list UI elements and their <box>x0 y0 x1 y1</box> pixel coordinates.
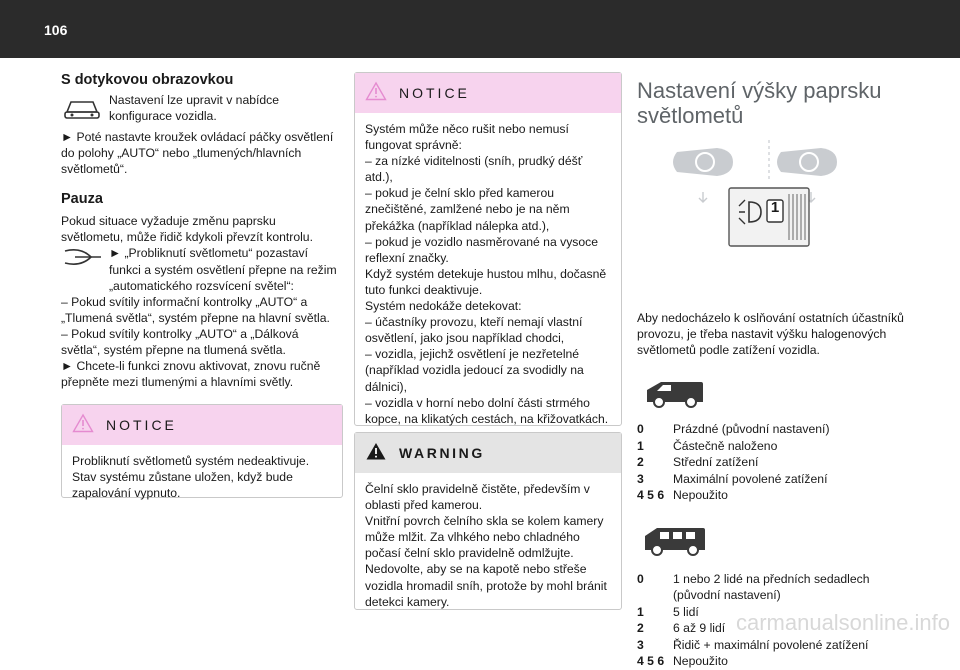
pause-line: – Pokud svítily kontrolky „AUTO“ a „Dálková světla“, systém přepne na tlumená světla. <box>61 326 299 358</box>
notice-title: NOTICE <box>106 417 177 433</box>
van-passengers-illustration <box>643 526 905 561</box>
warning-triangle-icon <box>365 441 387 466</box>
touchscreen-note <box>61 92 341 129</box>
pause-flash-note <box>61 245 341 293</box>
page-header-bar <box>0 0 960 58</box>
notice-header <box>355 73 621 113</box>
pause-line: ► Chcete-li funkci znovu aktivovat, znovu ručně přepněte mezi tlumenými a hlavními světly. <box>61 359 321 390</box>
car-settings-icon <box>61 92 103 129</box>
warning-line: Čelní sklo pravidelně čistěte, především v oblasti před kamerou. <box>365 482 590 513</box>
legend-row: 2 6 až 9 lidí <box>637 621 726 636</box>
touchscreen-para: ► Poté nastavte kroužek ovládací páčky osvětlení do polohy „AUTO“ nebo „tlumených/hlavních světlometů“. <box>61 130 334 177</box>
notice-box-left <box>61 404 343 501</box>
warning-box <box>354 432 622 610</box>
notice-line: – pokud je čelní sklo před kamerou znečištěné, zamlžené nebo je na něm překážka (například nálepka atd.), <box>365 186 570 233</box>
warning-header <box>355 433 621 473</box>
warning-line: Vnitřní povrch čelního skla se kolem kamery může mlžit. Za vlhkého nebo chladného počasí čelní sklo pravidelně odmlžujte. <box>365 514 604 561</box>
legend-row: 3 Maximální povolené zatížení <box>637 471 828 486</box>
page-number: 106 <box>44 22 68 38</box>
legend-row: 3 Řidič + maximální povolené zatížení <box>637 637 869 652</box>
notice-line: – vozidla, jejichž osvětlení je nezřetelné (například vozidla jedoucí za svodidly na dálnici), <box>365 347 584 394</box>
pause-intro: Pokud situace vyžaduje změnu paprsku světlometu, může řidič kdykoli převzít kontrolu. <box>61 214 313 245</box>
warning-triangle-icon <box>365 81 387 106</box>
warning-triangle-icon <box>72 413 94 438</box>
notice-box-middle <box>354 72 622 426</box>
van-empty-illustration <box>645 380 905 413</box>
beam-adjust-illustration <box>637 134 905 272</box>
van-icon <box>645 380 705 408</box>
legend-row: 0 Prázdné (původní nastavení) <box>637 422 830 437</box>
minibus-icon <box>643 526 707 556</box>
notice-title: NOTICE <box>399 85 470 101</box>
legend-row: 0 1 nebo 2 lidé na předních sedadlech (původní nastavení) <box>637 571 870 603</box>
notice-text: Probliknutí světlometů systém nedeaktivuje. Stav systému zůstane uložen, když bude zapalování vypnuto. <box>72 454 310 501</box>
section-title-beam-height: Nastavení výšky paprsku světlometů <box>637 78 882 128</box>
notice-line: – za nízké viditelnosti (sníh, prudký déšť atd.), <box>365 154 583 185</box>
legend-row: 1 Částečně naloženo <box>637 438 778 453</box>
legend-row: 4 5 6 Nepoužito <box>637 488 728 503</box>
headlamp-flash-icon <box>61 245 103 274</box>
notice-header <box>62 405 342 445</box>
column-right <box>637 78 905 670</box>
notice-line: Systém může něco rušit nebo nemusí fungovat správně: <box>365 122 569 153</box>
legend-row: 1 5 lidí <box>637 604 699 619</box>
load-legend-1 <box>637 421 905 504</box>
warning-title: WARNING <box>399 445 485 461</box>
pause-flash-text: ► „Probliknutí světlometu“ pozastaví funkci a systém osvětlení přepne na režim „automatického rozsvícení světel“: <box>109 246 337 293</box>
dial-position-label: 1 <box>770 199 780 216</box>
beam-height-intro: Aby nedocházelo k oslňování ostatních účastníků provozu, je třeba nastavit výšku halogenových světlometů podle zatížení vozidla. <box>637 311 904 358</box>
legend-row: 2 Střední zatížení <box>637 455 759 470</box>
section-heading-pause: Pauza <box>61 191 103 208</box>
notice-line: – pokud je vozidlo nasměrované na vysoce reflexní značky. <box>365 234 599 265</box>
pause-line: – Pokud svítily informační kontrolky „AUTO“ a „Tlumená světla“, systém přepne na hlavní světla. <box>61 294 330 325</box>
notice-line: – vozidla v horní nebo dolní části strmého kopce, na klikatých cestách, na křižovatkách. <box>365 395 609 426</box>
warning-line: Nedovolte, aby se na kapotě nebo střeše vozidla hromadil sníh, protože by mohl bránit detekci kamery. <box>365 562 607 609</box>
notice-line: Když systém detekuje hustou mlhu, dočasně tuto funkci deaktivuje. <box>365 266 607 297</box>
touchscreen-note-text: Nastavení lze upravit v nabídce konfigurace vozidla. <box>109 93 280 124</box>
section-heading-touchscreen: S dotykovou obrazovkou <box>61 72 234 88</box>
notice-line: Systém nedokáže detekovat: <box>365 299 522 314</box>
watermark: carmanualsonline.info <box>735 610 950 635</box>
legend-row: 4 5 6 Nepoužito <box>637 654 728 669</box>
notice-line: – účastníky provozu, kteří nemají vlastní osvětlení, jako jsou například chodci, <box>365 315 583 346</box>
column-left <box>61 72 341 390</box>
